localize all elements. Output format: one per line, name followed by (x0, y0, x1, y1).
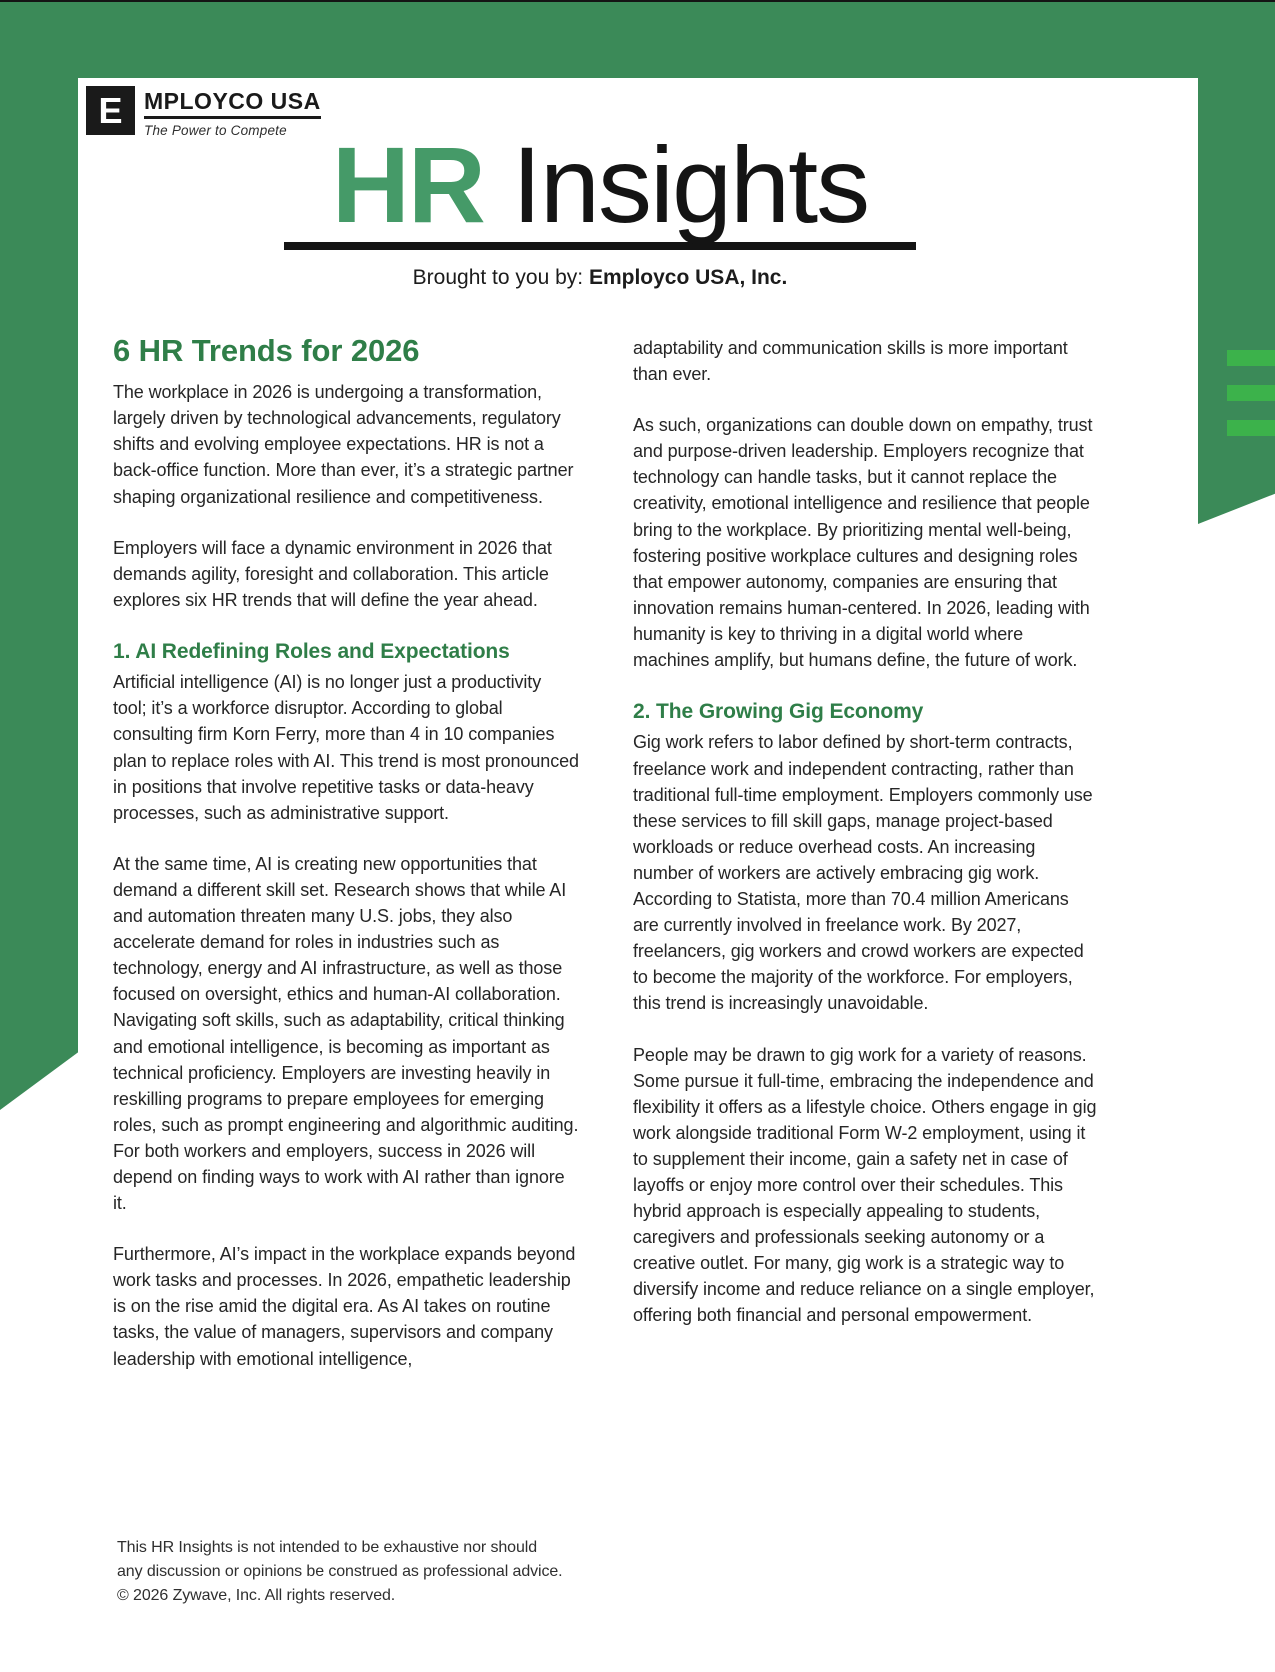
paragraph: Employers will face a dynamic environment in 2026 that demands agility, foresight and collaboration. This article explores six HR trends that will define the year ahead. (113, 537, 552, 610)
paragraph: As such, organizations can double down on empathy, trust and purpose-driven leadership. Employers recognize that technology can handle tasks, but it cannot replace the creativity, emotional intelligence and resilience that people bring to the workplace. By prioritizing mental well-being, fostering positive workplace cultures and designing roles that empower autonomy, companies are ensuring that innovation remains human-centered. In 2026, leading with humanity is key to thriving in a digital world where machines amplify, but humans define, the future of work. (633, 415, 1093, 671)
disclaimer: This HR Insights is not intended to be exhaustive nor should any discussion or opinions be construed as professional advice. © 2026 Zywave, Inc. All rights reserved. (117, 1539, 563, 1604)
paragraph: Artificial intelligence (AI) is no longer just a productivity tool; it’s a workforce disruptor. According to global consulting firm Korn Ferry, more than 4 in 10 companies plan to replace roles with AI. This trend is most pronounced in positions that involve repetitive tasks or data-heavy processes, such as administrative support. (113, 672, 579, 823)
logo-monogram-letter: E (98, 89, 123, 131)
article-title: 6 HR Trends for 2026 (113, 333, 420, 368)
section-1-heading: 1. AI Redefining Roles and Expectations (113, 639, 510, 663)
logo-monogram-icon (86, 86, 135, 135)
logo-name: MPLOYCO USA (144, 89, 321, 119)
accent-stripe (1227, 385, 1275, 401)
article-right-column (633, 335, 1099, 1354)
paragraph: Gig work refers to labor defined by short-term contracts, freelance work and independent contracting, rather than traditional full-time employment. Employers commonly use these services to fill skill gaps, manage project-based workloads or reduce overhead costs. An increasing number of workers are actively embracing gig work. According to Statista, more than 70.4 million Americans are currently involved in freelance work. By 2027, freelancers, gig workers and crowd workers are expected to become the majority of the workforce. For employers, this trend is increasingly unavoidable. (633, 732, 1093, 1014)
paragraph: adaptability and communication skills is more important than ever. (633, 338, 1068, 385)
byline-prefix: Brought to you by: (412, 266, 589, 290)
paragraph: The workplace in 2026 is undergoing a transformation, largely driven by technological advancements, regulatory shifts and evolving employee expectations. HR is not a back-office function. More than ever, it’s a strategic partner shaping organizational resilience and competitiveness. (113, 382, 574, 507)
right-green-band (1198, 2, 1275, 524)
top-green-band (0, 2, 1275, 78)
accent-stripe (1227, 350, 1275, 366)
byline (0, 266, 1200, 290)
article-left-column (113, 332, 579, 1397)
newsletter-title (0, 124, 1200, 245)
newsletter-title-insights: Insights (483, 124, 869, 245)
section-2-heading: 2. The Growing Gig Economy (633, 700, 924, 724)
paragraph: People may be drawn to gig work for a variety of reasons. Some pursue it full-time, embracing the independence and flexibility it offers as a lifestyle choice. Others engage in gig work alongside traditional Form W-2 employment, using it to supplement their income, gain a safety net in case of layoffs or enjoy more control over their schedules. This hybrid approach is especially appealing to students, caregivers and professionals seeking autonomy or a creative outlet. For many, gig work is a strategic way to diversify income and reduce reliance on a single employer, offering both financial and personal empowerment. (633, 1044, 1097, 1326)
newsletter-title-hr: HR (331, 124, 484, 245)
paragraph: At the same time, AI is creating new opportunities that demand a different skill set. Research shows that while AI and automation threaten many U.S. jobs, they also accelerate demand for roles in industries such as technology, energy and AI infrastructure, as well as those focused on oversight, ethics and human-AI collaboration. Navigating soft skills, such as adaptability, critical thinking and emotional intelligence, is becoming as important as technical proficiency. Employers are investing heavily in reskilling programs to prepare employees for emerging roles, such as prompt engineering and algorithmic auditing. For both workers and employers, success in 2026 will depend on finding ways to work with AI rather than ignore it. (113, 853, 579, 1214)
accent-stripe (1227, 420, 1275, 436)
masthead (0, 124, 1200, 290)
paragraph: Furthermore, AI’s impact in the workplace expands beyond work tasks and processes. In 2026, empathetic leadership is on the rise amid the digital era. As AI takes on routine tasks, the value of managers, supervisors and company leadership with emotional intelligence, (113, 1244, 576, 1369)
logo-tagline: The Power to Compete (144, 123, 287, 139)
byline-company: Employco USA, Inc. (588, 266, 788, 290)
